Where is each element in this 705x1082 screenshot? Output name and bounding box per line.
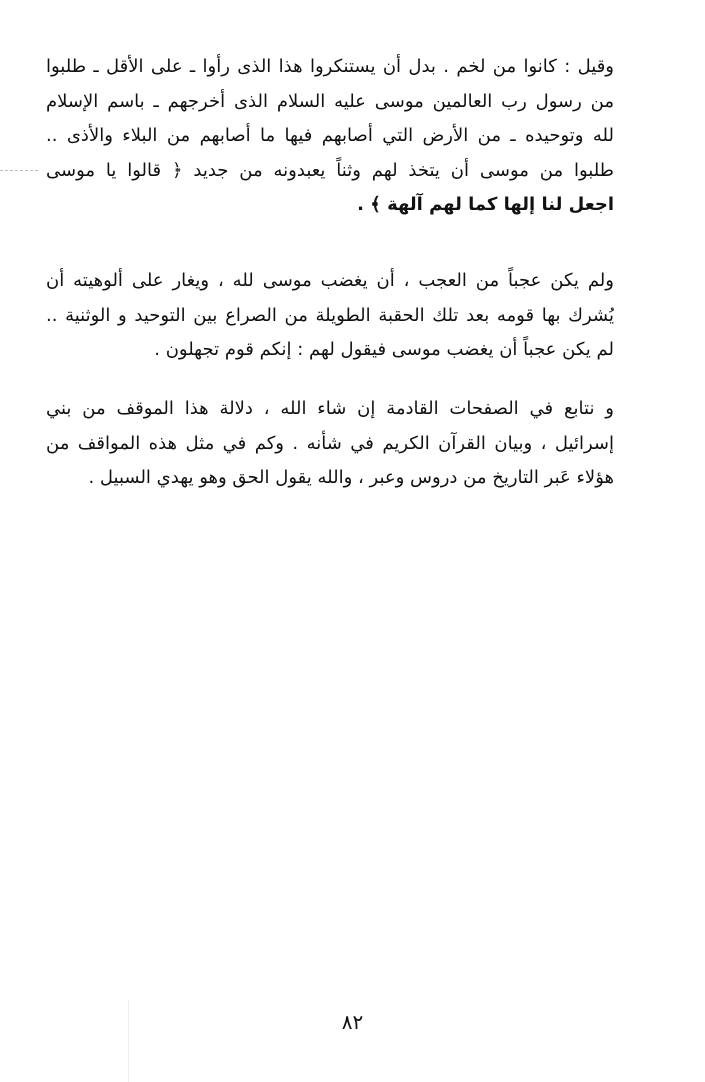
text-run: طلبوا من موسى أن يتخذ لهم وثناً يعبدونه من جديد ﴿ قالوا يا موسى <box>46 159 614 181</box>
text-line: إسرائيل ، وبيان القرآن الكريم في شأنه . وكم في مثل هذه المواقف من <box>46 432 614 454</box>
margin-mark <box>0 170 38 171</box>
quran-quote-line: اجعل لنا إلها كما لهم آلهة ﴾ . <box>357 194 614 215</box>
text-line: لله وتوحيده ـ من الأرض التي أصابهم فيها ما أصابهم من البلاء والأذى .. <box>46 125 614 146</box>
text-line: و نتابع في الصفحات القادمة إن شاء الله ، دلالة هذا الموقف من بني <box>46 398 614 419</box>
text-line <box>46 154 614 189</box>
paragraph-1 <box>46 50 614 223</box>
paragraph-2 <box>46 264 614 368</box>
text-line: من رسول رب العالمين موسى عليه السلام الذى أخرجهم ـ باسم الإسلام <box>46 90 614 112</box>
paragraph-3 <box>46 392 614 496</box>
page-number: ٨٢ <box>341 1010 364 1034</box>
scan-edge-line <box>128 1000 129 1082</box>
text-line: هؤلاء عَبر التاريخ من دروس وعبر ، والله يقول الحق وهو يهدي السبيل . <box>88 467 614 488</box>
text-line: وقيل : كانوا من لخم . بدل أن يستنكروا هذا الذى رأوا ـ على الأقل ـ طلبوا <box>46 56 614 77</box>
text-line: ولم يكن عجباً من العجب ، أن يغضب موسى لله ، ويغار على ألوهيته أن <box>46 270 614 291</box>
text-line: يُشرك بها قومه بعد تلك الحقبة الطويلة من الصراع بين التوحيد و الوثنية .. <box>46 304 614 326</box>
text-line: لم يكن عجباً أن يغضب موسى فيقول لهم : إنكم قوم تجهلون . <box>154 339 614 360</box>
